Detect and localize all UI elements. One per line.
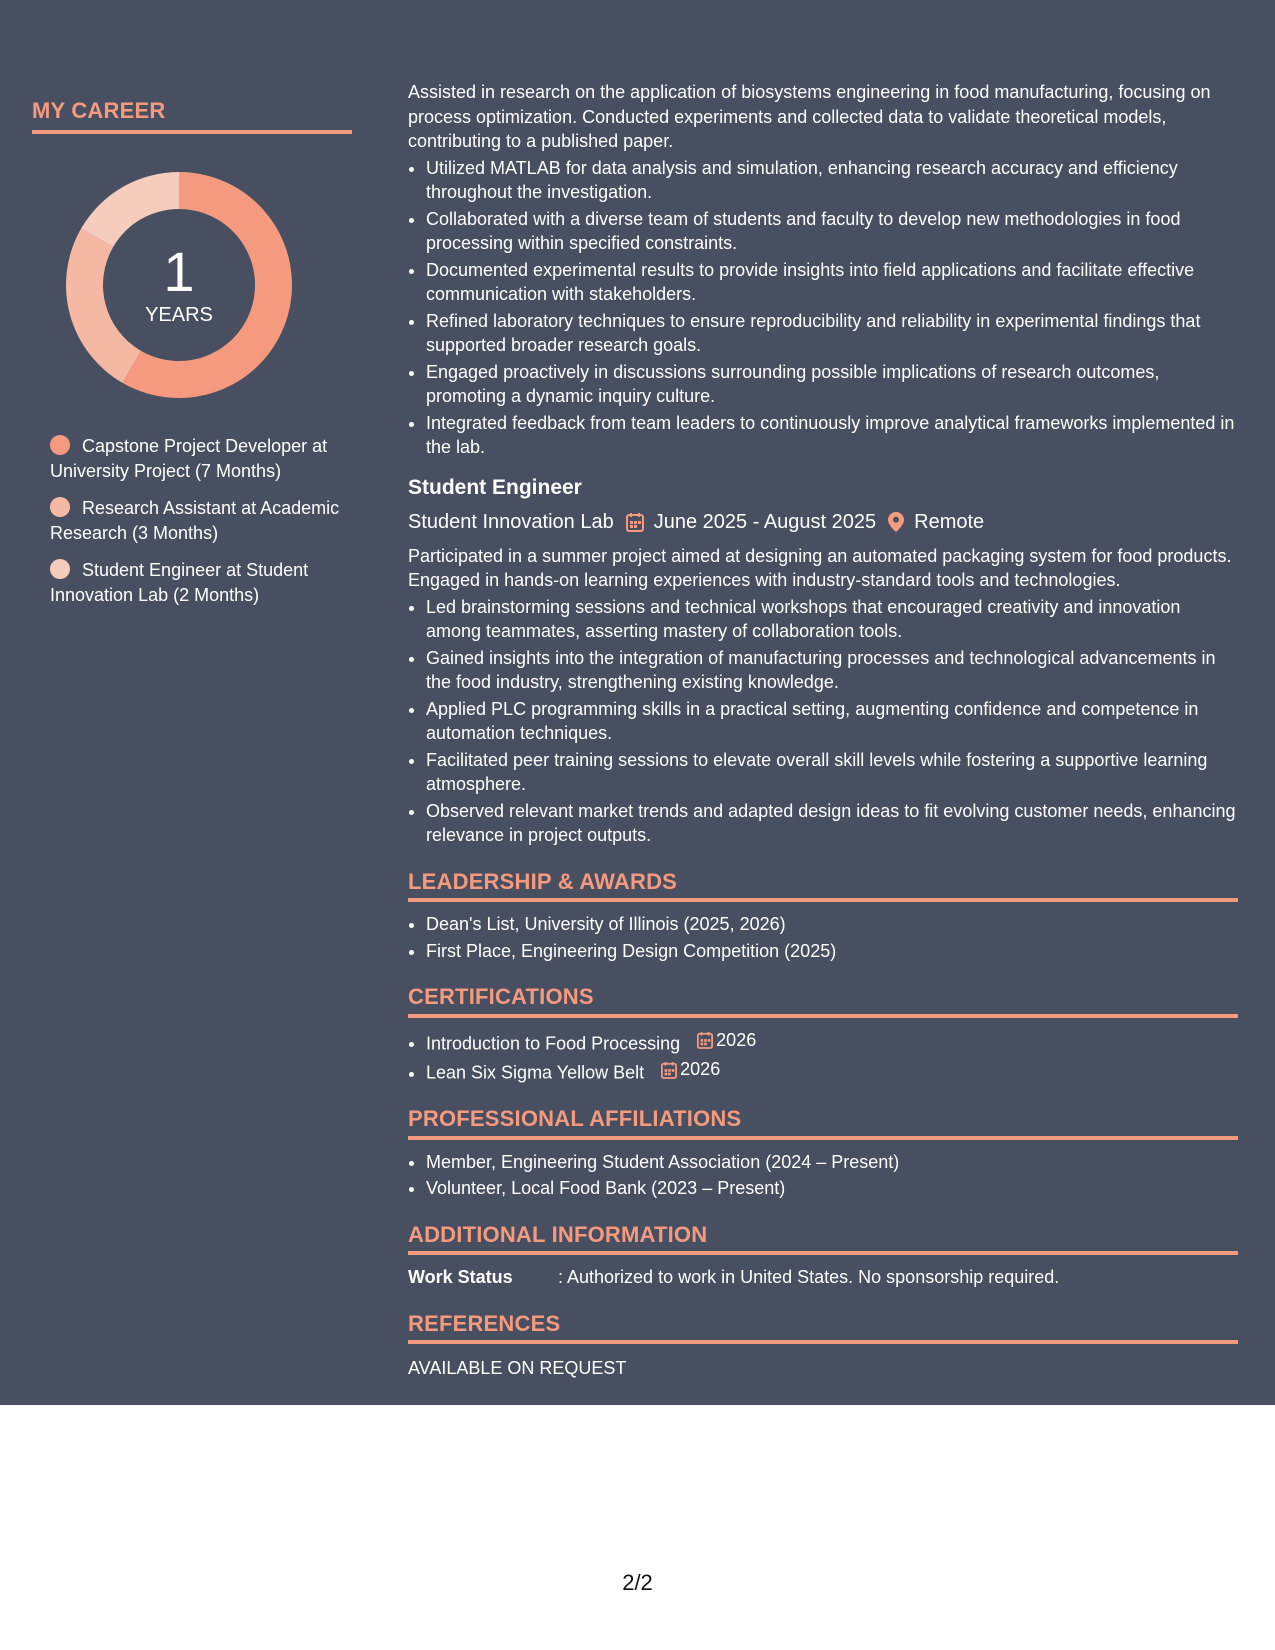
work-status-row	[408, 1265, 1238, 1290]
career-item	[50, 434, 352, 484]
affiliation-item: • Member, Engineering Student Association (2024 – Present)	[426, 1150, 1238, 1175]
affiliation-item: • Volunteer, Local Food Bank (2023 – Present)	[426, 1176, 1238, 1201]
leadership-section	[408, 870, 1238, 964]
career-item-text: Capstone Project Developer at University Project (7 Months)	[50, 436, 328, 481]
work-status-value: : Authorized to work in United States. No sponsorship required.	[558, 1267, 1060, 1287]
career-item-text: Student Engineer at Student Innovation Lab (2 Months)	[50, 560, 309, 605]
certification-name: Introduction to Food Processing	[426, 1032, 681, 1053]
donut-unit: YEARS	[145, 303, 213, 326]
certifications-list	[408, 1028, 1238, 1086]
job-location: Remote	[914, 510, 985, 533]
affiliations-title: PROFESSIONAL AFFILIATIONS	[408, 1107, 1238, 1140]
leadership-title: LEADERSHIP & AWARDS	[408, 870, 1238, 903]
certifications-title: CERTIFICATIONS	[408, 985, 1238, 1018]
references-title: REFERENCES	[408, 1312, 1238, 1345]
career-item	[50, 496, 352, 546]
job-bullets	[408, 595, 1238, 848]
bullet-item: • Collaborated with a diverse team of students and faculty to develop new methodologies in food processing within specified constraints.	[426, 207, 1238, 256]
certification-date	[697, 1028, 756, 1053]
leadership-list	[408, 912, 1238, 963]
location-pin-icon	[888, 512, 904, 532]
job-summary: Participated in a summer project aimed at designing an automated packaging system for food products. Engaged in hands-on learning experiences with industry-standard tools and technologies.	[408, 545, 1232, 590]
career-item-text: Research Assistant at Academic Research (3 Months)	[50, 498, 340, 543]
career-dot-icon	[50, 435, 70, 455]
career-donut-chart	[64, 170, 294, 400]
career-list	[50, 434, 352, 608]
bullet-item: • Observed relevant market trends and adapted design ideas to fit evolving customer needs, enhancing relevance in project outputs.	[426, 799, 1238, 848]
bullet-item: • Engaged proactively in discussions surrounding possible implications of research outcomes, promoting a dynamic inquiry culture.	[426, 360, 1238, 409]
bullet-item: • Utilized MATLAB for data analysis and simulation, enhancing research accuracy and efficiency throughout the investigation.	[426, 156, 1238, 205]
page-number: 2/2	[622, 1570, 653, 1595]
bullet-item: • Applied PLC programming skills in a practical setting, augmenting confidence and competence in automation techniques.	[426, 697, 1238, 746]
prior-job-summary: Assisted in research on the application of biosystems engineering in food manufacturing, focusing on process optimization. Conducted experiments and collected data to validate theoretical models, contributing to a published paper.	[408, 82, 1211, 151]
certification-item	[426, 1057, 1238, 1085]
certification-name: Lean Six Sigma Yellow Belt	[426, 1062, 645, 1083]
career-dot-icon	[50, 497, 70, 517]
right-column	[408, 80, 1238, 1381]
leadership-item: • Dean's List, University of Illinois (2025, 2026)	[426, 912, 1238, 937]
references-section	[408, 1312, 1238, 1381]
certification-date	[661, 1057, 720, 1082]
affiliations-list	[408, 1150, 1238, 1201]
calendar-icon	[697, 1031, 713, 1049]
prior-job-bullets	[408, 156, 1238, 460]
additional-info-section	[408, 1223, 1238, 1290]
calendar-icon	[661, 1061, 677, 1079]
donut-number: 1	[163, 239, 195, 303]
donut-center	[64, 170, 294, 400]
left-column	[32, 98, 352, 620]
career-dot-icon	[50, 559, 70, 579]
certification-date-text: 2026	[680, 1059, 721, 1080]
certifications-section	[408, 985, 1238, 1085]
job-company: Student Innovation Lab	[408, 510, 614, 533]
certification-item	[426, 1028, 1238, 1056]
bullet-item: • Facilitated peer training sessions to elevate overall skill levels while fostering a supportive learning atmosphere.	[426, 748, 1238, 797]
work-status-label: Work Status	[408, 1267, 513, 1287]
job-title: Student Engineer	[408, 475, 582, 499]
job-meta	[408, 508, 1238, 536]
career-section-title: MY CAREER	[32, 98, 352, 134]
additional-info-title: ADDITIONAL INFORMATION	[408, 1223, 1238, 1256]
affiliations-section	[408, 1107, 1238, 1201]
career-item	[50, 558, 352, 608]
bullet-item: • Refined laboratory techniques to ensure reproducibility and reliability in experimental findings that supported broader research goals.	[426, 309, 1238, 358]
bullet-item: • Integrated feedback from team leaders to continuously improve analytical frameworks implemented in the lab.	[426, 411, 1238, 460]
bullet-item: • Documented experimental results to provide insights into field applications and facilitate effective communication with stakeholders.	[426, 258, 1238, 307]
calendar-icon	[626, 512, 644, 532]
bullet-item: • Gained insights into the integration of manufacturing processes and technological advancements in the food industry, strengthening existing knowledge.	[426, 646, 1238, 695]
leadership-item: • First Place, Engineering Design Competition (2025)	[426, 939, 1238, 964]
job-dates: June 2025 - August 2025	[653, 510, 877, 533]
certification-date-text: 2026	[716, 1029, 757, 1050]
references-text: AVAILABLE ON REQUEST	[408, 1358, 627, 1378]
bullet-item: • Led brainstorming sessions and technical workshops that encouraged creativity and innovation among teammates, asserting mastery of collaboration tools.	[426, 595, 1238, 644]
